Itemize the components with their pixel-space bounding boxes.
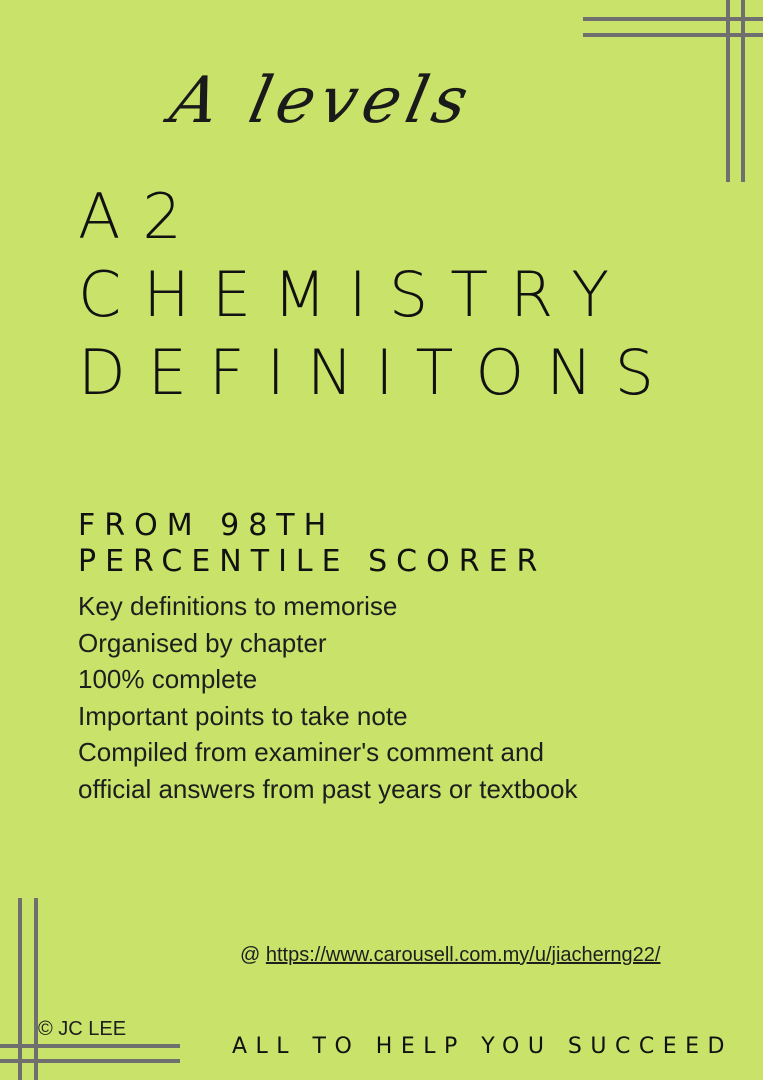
subtitle-line-2: PERCENTILE SCORER — [78, 544, 547, 579]
script-heading: A levels — [164, 64, 481, 138]
corner-line-top-h1 — [583, 17, 763, 21]
feature-item: Compiled from examiner's comment and — [78, 737, 544, 767]
title-line-2: CHEMISTRY — [78, 258, 632, 331]
feature-item: Key definitions to memorise — [78, 591, 398, 621]
main-title — [78, 178, 676, 412]
feature-item: 100% complete — [78, 664, 258, 694]
subtitle-line-1: FROM 98TH — [78, 508, 336, 543]
url-prefix: @ — [240, 944, 266, 966]
copyright-text: © JC LEE — [38, 1018, 127, 1040]
corner-line-top-v2 — [741, 0, 745, 182]
feature-item: official answers from past years or textbook — [78, 773, 578, 804]
corner-line-bottom-h1 — [0, 1044, 180, 1048]
corner-line-top-v1 — [726, 0, 730, 182]
corner-line-bottom-v2 — [34, 898, 38, 1080]
feature-item: Important points to take note — [78, 700, 408, 731]
tagline: ALL TO HELP YOU SUCCEED — [232, 1034, 733, 1059]
corner-line-bottom-h2 — [0, 1059, 180, 1063]
title-line-3: DEFINITONS — [78, 336, 676, 409]
corner-line-top-h2 — [583, 33, 763, 37]
corner-line-bottom-v1 — [18, 898, 22, 1080]
url-line — [240, 944, 660, 967]
feature-item: Organised by chapter — [78, 627, 327, 658]
seller-url-link[interactable]: https://www.carousell.com.my/u/jiacherng22/ — [265, 944, 661, 966]
title-line-1: A2 — [78, 180, 204, 253]
feature-list — [78, 588, 578, 807]
subtitle — [78, 508, 546, 580]
